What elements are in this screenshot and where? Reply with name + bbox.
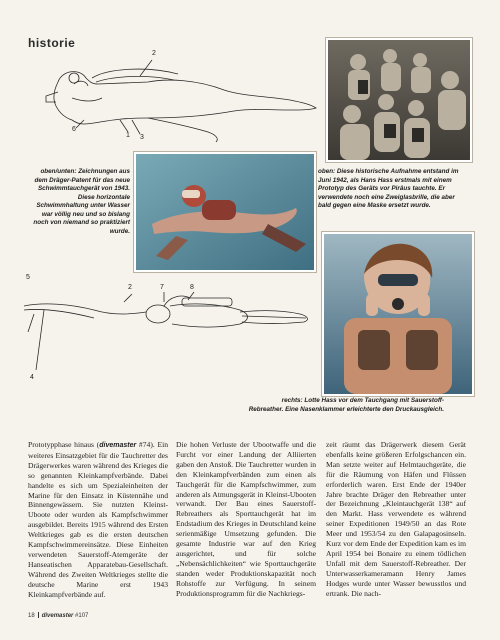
page-number: 18: [28, 613, 35, 619]
page-footer: [28, 612, 88, 619]
magazine-brand-inline: divemaster: [99, 442, 137, 449]
drawing-label: 6: [72, 126, 76, 133]
body-column-2: [176, 440, 316, 599]
photo-lotte-hass: [322, 232, 474, 396]
drawing-label: 7: [160, 284, 164, 291]
magazine-brand: divemaster: [41, 613, 74, 619]
patent-drawing-bottom: [14, 270, 316, 392]
body-column-3: [326, 440, 466, 599]
drawing-label: 1: [126, 132, 130, 139]
issue-ref: #74: [136, 440, 151, 449]
drawing-label: 2: [128, 284, 132, 291]
caption-drawings: oben/unten: Zeichnungen aus dem Dräger-Patent für das neue Schwimmtauchgerät von 1943. Diese horizontale Schwimmhaltung unter Wasser war völlig neu und so bislang noch von niemand so praktiziert wurde.: [33, 168, 130, 235]
drawing-label: 2: [152, 50, 156, 57]
body-text: zeit räumt das Drägerwerk diesem Gerät ebenfalls keine größeren Erfolgschancen ein. Man setzte weiter auf Helmtauchgeräte, die für die Räumung von Häfen und Flüssen erforderlich waren. Erst Ende der 1940er Jahre brachte Dräger den Rebreather unter der Bezeichnung „Kleintauchgerät 138“ auf den Markt. Hass verwendete es während seiner Expeditionen 1949/50 an das Rote Meer und 1953/54 zu den Galapagosinseln. Kurz vor dem Ende der Expedition kam es im April 1954 bei Bonaire zu einem tödlichen Unfall mit dem Sauerstoff-Rebreather. Der Unterwasserkameramann Henry James Hodges wurde unter Wasser bewusstlos und ertrank. Die nach-: [326, 440, 466, 598]
photo-divers-group: [326, 38, 472, 162]
section-title: historie: [28, 36, 76, 50]
body-text: Prototypphase hinaus (: [28, 440, 100, 449]
body-text: ). Ein weiteres Einsatzgebiet für die Tauchretter des Drägerwerkes waren während des Krieges die so genannten Kleinkampfverbände. Dabei handelte es sich um Spezialeinheiten der Marine für den Einsatz in Küstennähe und Binnengewässern. Sie nutzten Kleinst-Uboote oder wurden als Kampfschwimmer ausgebildet. Bereits 1915 während des Ersten Weltkrieges gab es die ersten deutschen Kampfschwimmereinsätze. Diese Einheiten verwendeten Sauerstoff-Atemgeräte der Hanseatischen Apparatebau-Gesellschaft. Während des Zweiten Weltkrieges stellte die deutsche Marine erst 1943 Kleinkampfverbände auf.: [28, 440, 168, 599]
caption-lotte-hass: rechts: Lotte Hass vor dem Tauchgang mit Sauerstoff-Rebreather. Eine Nasenklammer erleichterte den Druckausgleich.: [248, 397, 444, 413]
drawing-label: 8: [190, 284, 194, 291]
patent-drawing-top: [28, 48, 320, 148]
caption-historic-photo: oben: Diese historische Aufnahme entstand im Juni 1942, als Hans Hass erstmals mit einem Prototyp des Geräts vor Pirâus tauchte. Er verwendete noch eine Zweiglasbrille, die aber bald gegen eine Maske ersetzt wurde.: [318, 168, 459, 209]
body-column-1: [28, 440, 168, 600]
drawing-label: 3: [140, 134, 144, 141]
drawing-label: 5: [26, 274, 30, 281]
drawing-label: 4: [30, 374, 34, 381]
issue-number: #107: [75, 613, 89, 619]
photo-underwater-diver: [134, 152, 316, 272]
body-text: Die hohen Verluste der Ubootwaffe und die Furcht vor einer Landung der Alliierten gaben den Anstoß. Die Tauchretter wurden in den Kleinkampfverbänden zum einen als Tauchgerät für die Kampfschwimmer, zum anderen als Atmungsgerät in Kleinst-Ubooten verwandt. Der Bau eines Sauerstoff-Rebreathers als Sporttauchgerät hat im Endstadium des Krieges in Deutschland keine serienmäßige Umsetzung gefunden. Die gesamte Industrie war auf den Krieg ausgerichtet, und für solche „Nebensächlichkeiten“ wie Sporttauchgeräte standen weder Produktionskapazität noch Rohstoffe zur Verfügung. In seinem Produktionsprogramm für die Nachkriegs-: [176, 440, 316, 598]
